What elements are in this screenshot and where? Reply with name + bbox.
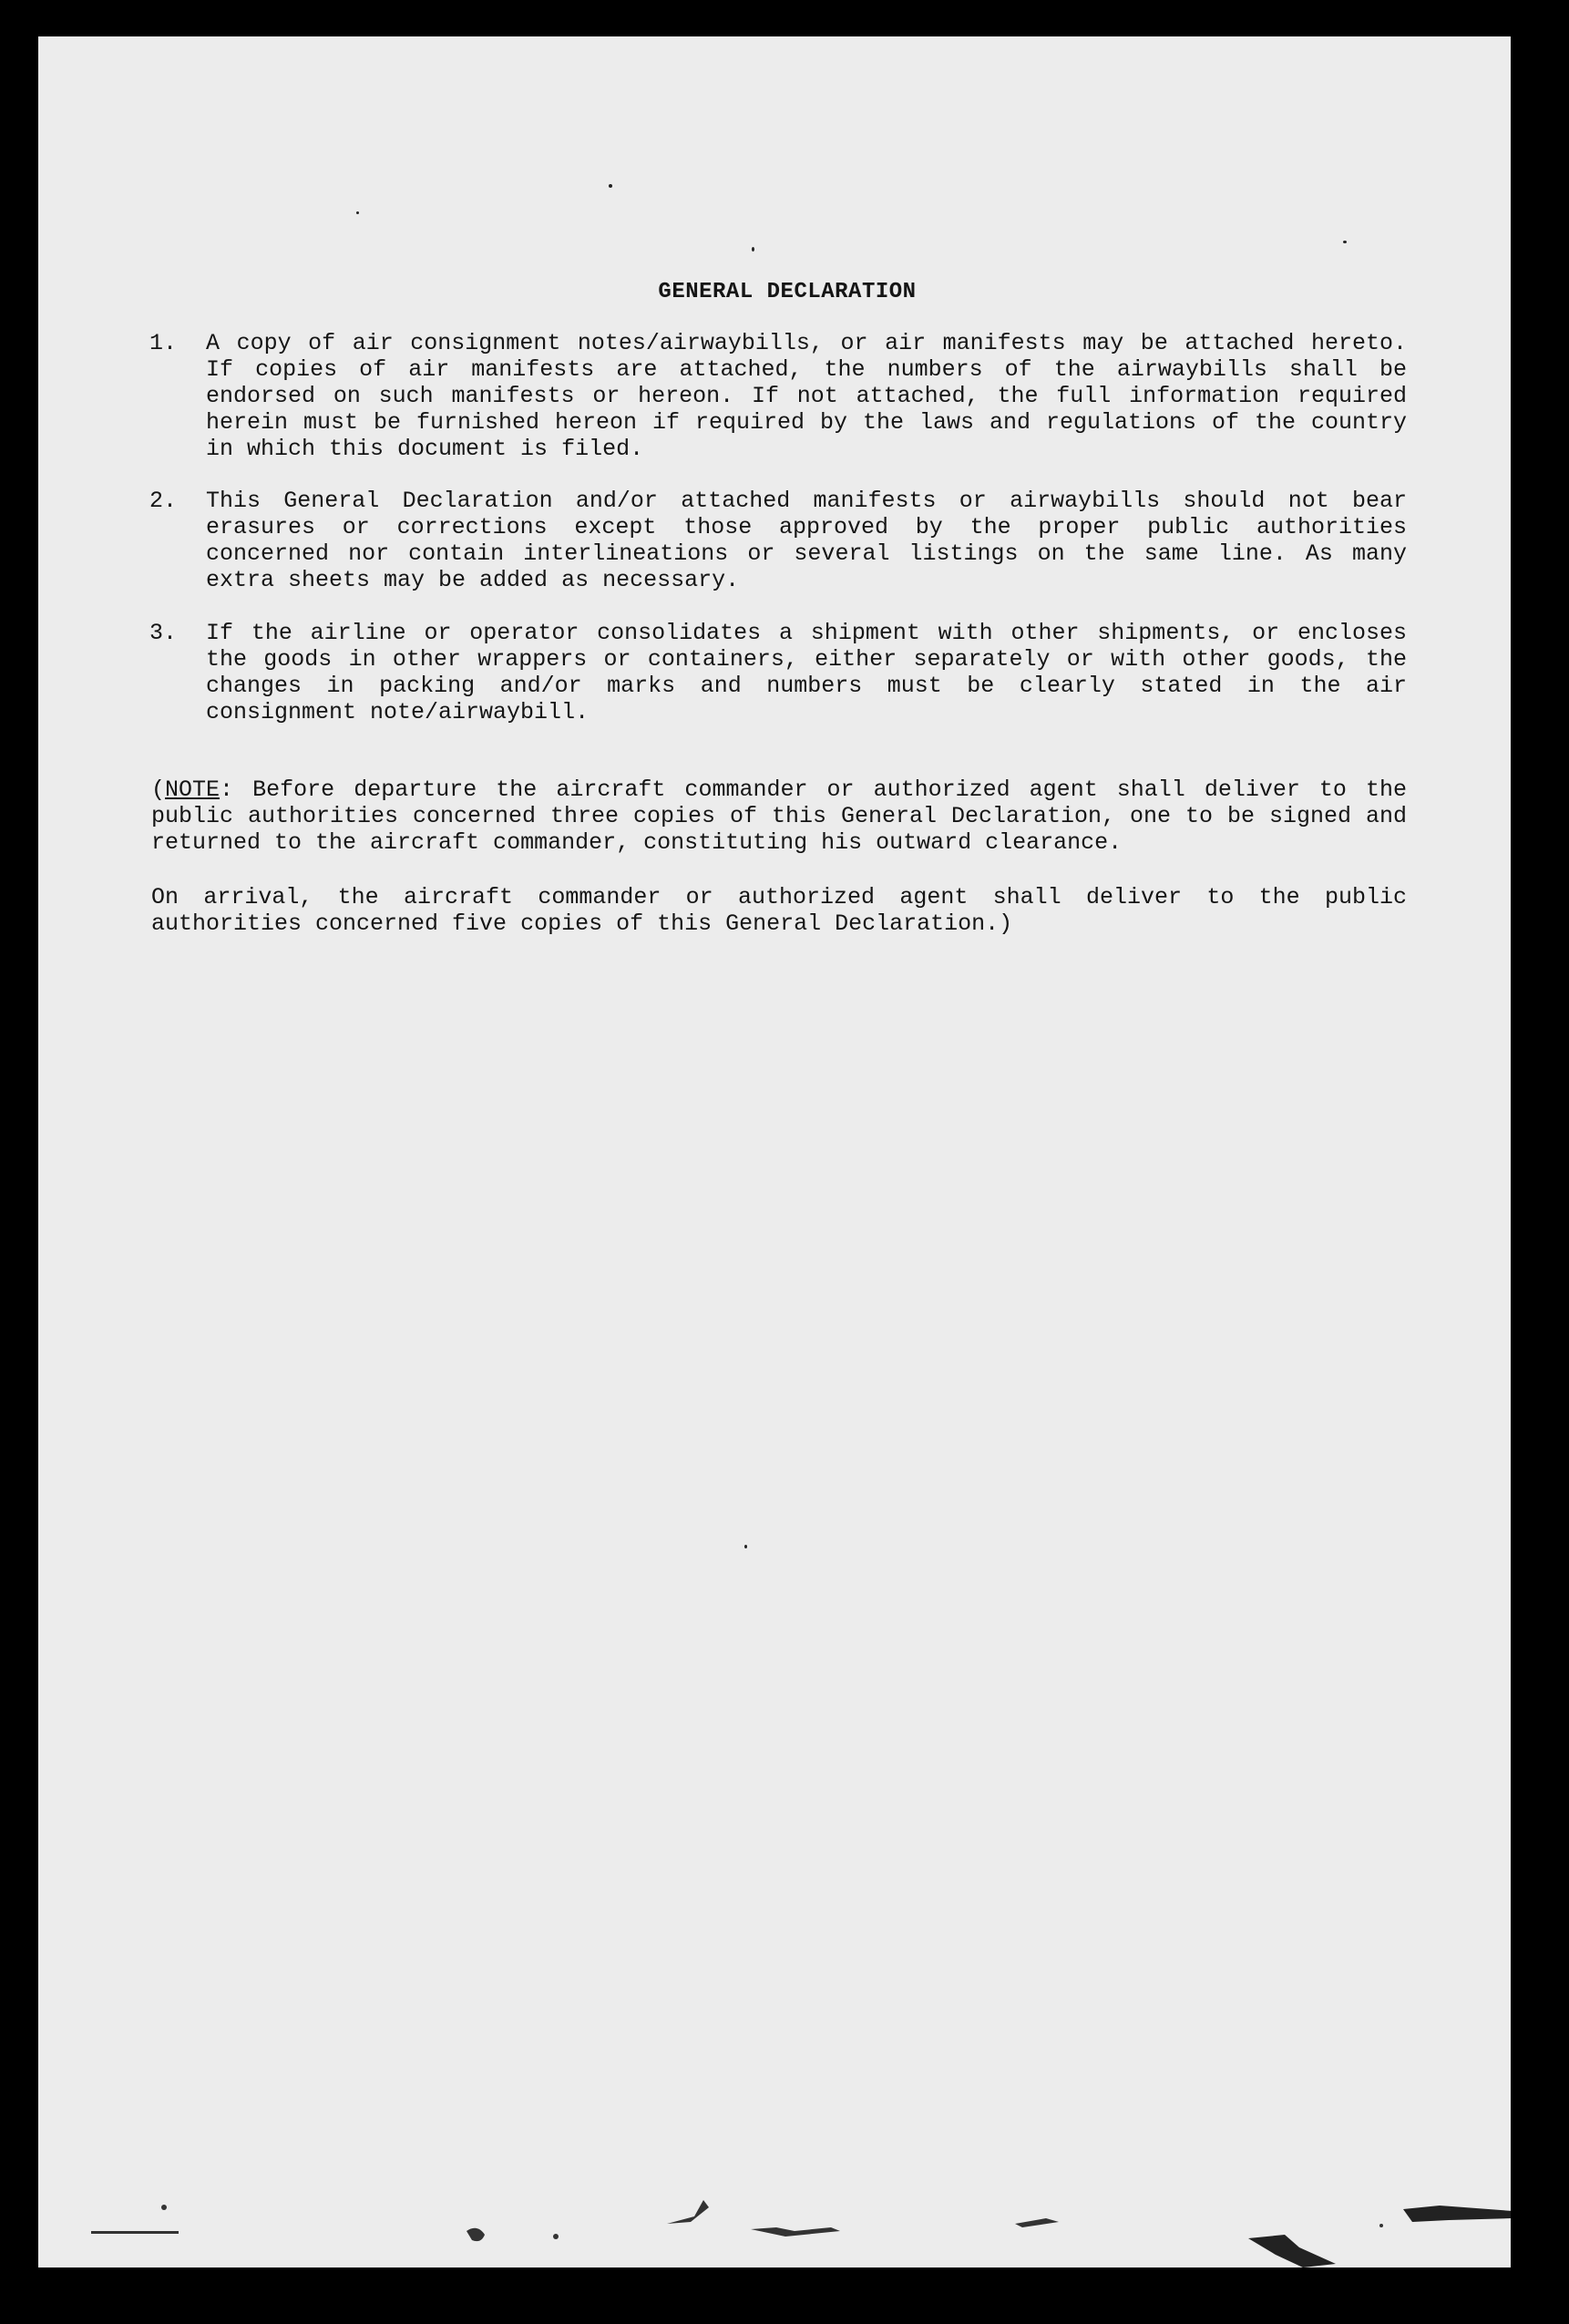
document-title: GENERAL DECLARATION — [658, 280, 917, 304]
scan-speck — [752, 247, 754, 252]
departure-note — [151, 776, 1407, 856]
scan-speck — [609, 184, 612, 188]
item-text: This General Declaration and/or attached manifests or airwaybills should not bear erasures or corrections except those approved by the proper public authorities concerned nor contain interlineations or several listings on the same line. As many extra sheets may be added as necessary. — [206, 488, 1407, 593]
scan-speck — [356, 211, 359, 214]
note-label: NOTE — [165, 776, 220, 803]
scan-speck — [744, 1545, 747, 1548]
item-text: A copy of air consignment notes/airwaybills, or air manifests may be attached hereto. If copies of air manifests are attached, the numbers of the airwaybills shall be endorsed on such manifests or hereon. If not attached, the full information required herein must be furnished hereon if required by the laws and regulations of the country in which this document is filed. — [206, 330, 1407, 462]
item-number: 1. — [149, 330, 178, 356]
scan-edge-damage — [38, 2187, 1511, 2267]
item-text: If the airline or operator consolidates a shipment with other shipments, or encloses the goods in other wrappers or containers, either separately or with other goods, the changes in packing and/or marks and numbers must be clearly stated in the air consignment note/airwaybill. — [206, 620, 1407, 725]
scan-speck — [1343, 241, 1347, 243]
note-text: Before departure the aircraft commander or authorized agent shall deliver to the public authorities concerned three copies of this General Declaration, one to be signed and returned to the aircraft commander, constituting his outward clearance. — [151, 776, 1407, 856]
note-open-paren: ( — [151, 776, 166, 803]
item-number: 2. — [149, 488, 178, 514]
note-label-suffix: : — [220, 776, 234, 803]
arrival-note: On arrival, the aircraft commander or authorized agent shall deliver to the public authorities concerned five copies of this General Declaration.) — [151, 884, 1407, 937]
item-number: 3. — [149, 620, 178, 646]
document-page — [38, 36, 1511, 2267]
